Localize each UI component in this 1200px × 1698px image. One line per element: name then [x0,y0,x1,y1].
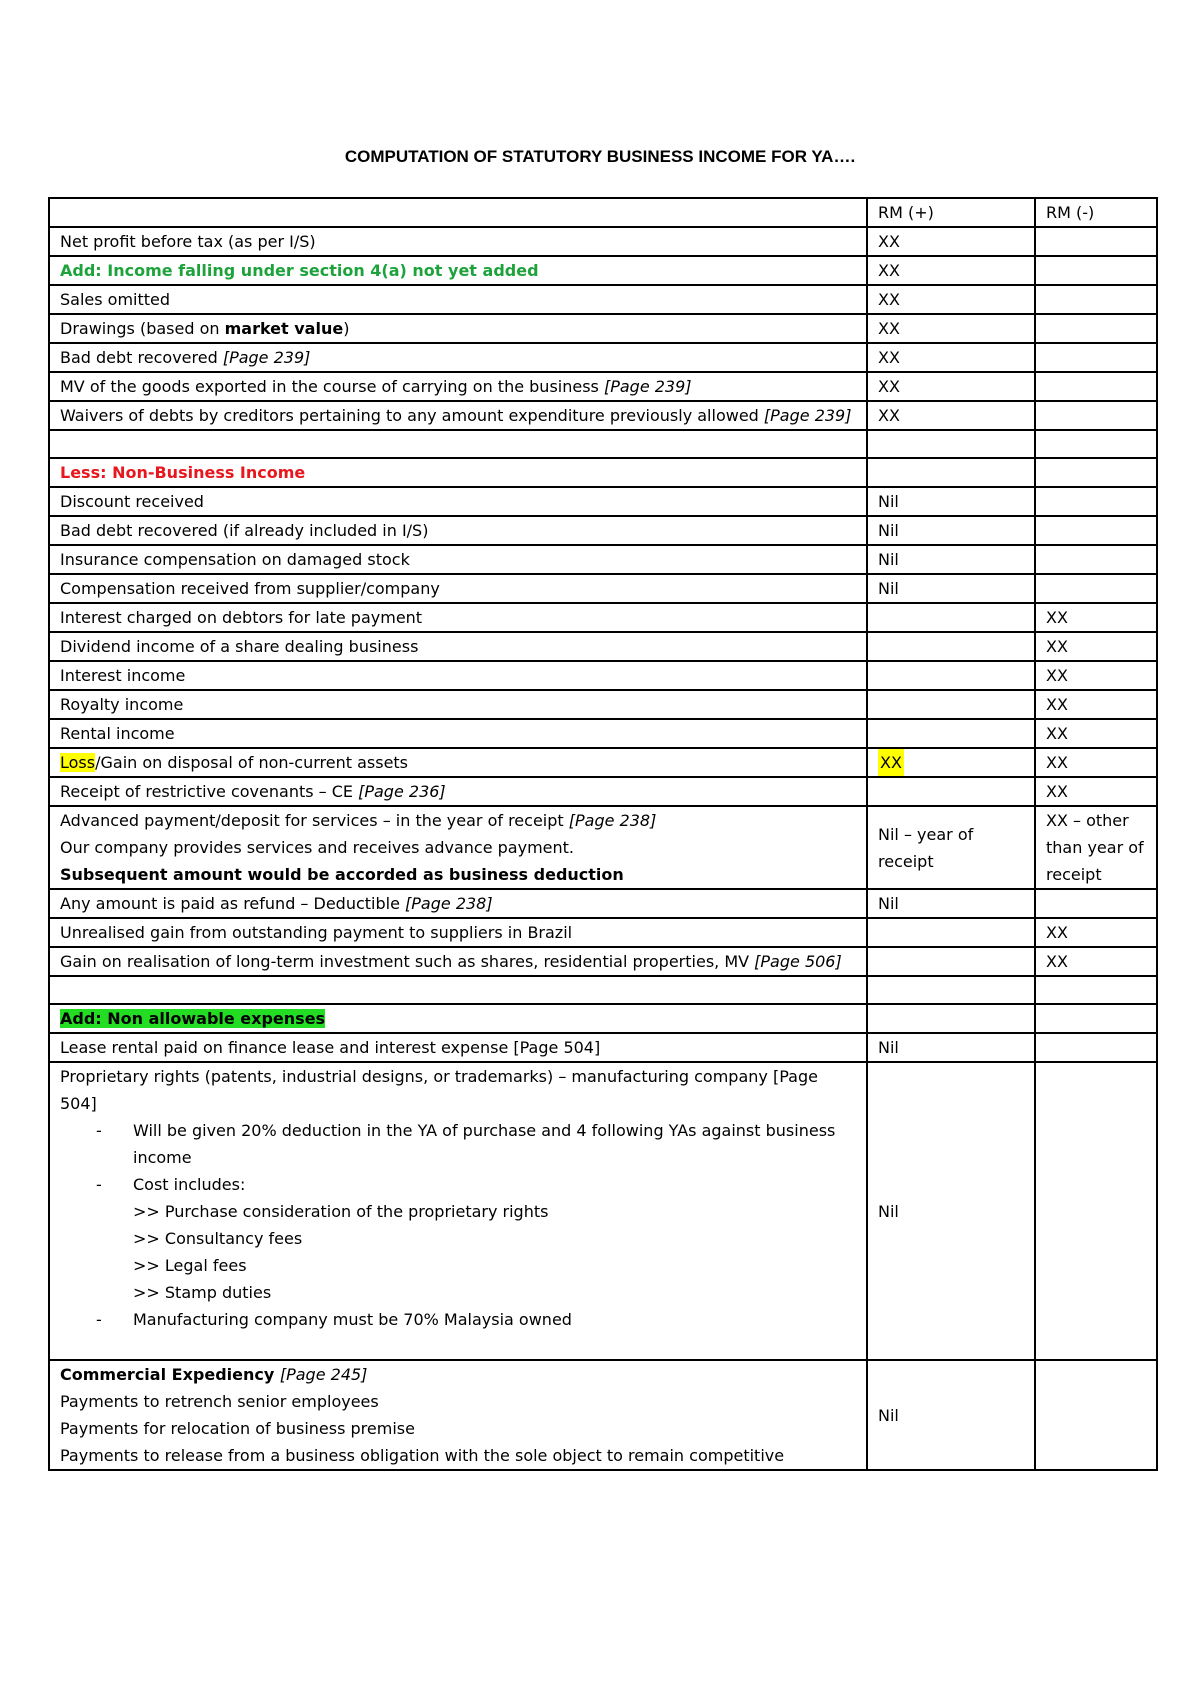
table-row [49,632,1157,661]
row-desc: Receipt of restrictive covenants – CE [Page 236] [49,777,867,806]
row-desc: Any amount is paid as refund – Deductible [Page 238] [49,889,867,918]
section-heading-non-allowable: Add: Non allowable expenses [49,1004,867,1033]
computation-table [48,197,1158,1471]
row-plus [867,777,1035,806]
row-minus [1035,487,1157,516]
row-minus: XX [1035,918,1157,947]
table-row [49,458,1157,487]
row-desc: Drawings (based on market value) [49,314,867,343]
row-plus: Nil [867,1033,1035,1062]
row-plus [867,690,1035,719]
table-row [49,777,1157,806]
row-minus: XX [1035,719,1157,748]
row-plus [867,603,1035,632]
section-heading-less-non-business: Less: Non-Business Income [49,458,867,487]
row-desc: Discount received [49,487,867,516]
table-row [49,889,1157,918]
row-minus: XX [1035,748,1157,777]
row-desc: Compensation received from supplier/company [49,574,867,603]
row-minus [1035,574,1157,603]
row-desc: Bad debt recovered [Page 239] [49,343,867,372]
row-desc: Gain on realisation of long-term investment such as shares, residential properties, MV [Page 506] [49,947,867,976]
table-row [49,372,1157,401]
table-header-row [49,198,1157,227]
row-plus: XX [867,343,1035,372]
row-minus [1035,314,1157,343]
row-minus [1035,1062,1157,1360]
row-plus: Nil [867,1062,1035,1360]
row-desc: Advanced payment/deposit for services – in the year of receipt [Page 238] Our company provides services and receives advance payment. Subsequent amount would be accorded as business deduction [49,806,867,889]
row-plus [867,661,1035,690]
row-desc: Insurance compensation on damaged stock [49,545,867,574]
row-plus: XX [867,285,1035,314]
row-plus [867,947,1035,976]
row-desc: Lease rental paid on finance lease and interest expense [Page 504] [49,1033,867,1062]
table-row [49,806,1157,889]
table-row [49,947,1157,976]
row-plus: Nil [867,487,1035,516]
row-plus: XX [867,314,1035,343]
row-desc: Interest charged on debtors for late payment [49,603,867,632]
row-desc: Interest income [49,661,867,690]
table-row [49,516,1157,545]
row-plus: Nil – year of receipt [867,806,1035,889]
row-minus: XX [1035,947,1157,976]
highlight-xx: XX [878,749,904,776]
row-minus [1035,545,1157,574]
row-plus [867,748,1035,777]
row-minus [1035,889,1157,918]
row-minus: XX [1035,603,1157,632]
row-desc: Unrealised gain from outstanding payment to suppliers in Brazil [49,918,867,947]
table-row [49,487,1157,516]
table-row [49,314,1157,343]
table-row [49,661,1157,690]
table-row [49,545,1157,574]
table-row [49,285,1157,314]
row-desc: Waivers of debts by creditors pertaining to any amount expenditure previously allowed [Page 239] [49,401,867,430]
row-minus [1035,372,1157,401]
row-plus [867,918,1035,947]
row-plus: XX [867,227,1035,256]
page-title: COMPUTATION OF STATUTORY BUSINESS INCOME FOR YA…. [344,147,856,166]
table-row [49,1360,1157,1470]
row-plus: Nil [867,545,1035,574]
row-plus [867,632,1035,661]
row-desc: Proprietary rights (patents, industrial designs, or trademarks) – manufacturing company [Page 504] - Will be given 20% deduction in the YA of purchase and 4 following YAs against business income - Cost includes: >> Purchase consideration of the proprietary rights >> Consultancy fees >> Legal fees >> Stamp duties - Manufacturing company must be 70% Malaysia owned [49,1062,867,1360]
row-minus [1035,1360,1157,1470]
row-minus [1035,285,1157,314]
table-row [49,401,1157,430]
table-row [49,918,1157,947]
header-rm-minus: RM (-) [1035,198,1157,227]
row-minus [1035,401,1157,430]
row-desc: Loss/Gain on disposal of non-current assets [49,748,867,777]
row-minus: XX [1035,690,1157,719]
row-minus: XX [1035,777,1157,806]
table-row [49,603,1157,632]
table-row [49,343,1157,372]
table-row [49,719,1157,748]
table-row [49,256,1157,285]
row-desc: Royalty income [49,690,867,719]
row-plus: Nil [867,516,1035,545]
row-desc: Rental income [49,719,867,748]
table-row-blank [49,430,1157,458]
row-desc: MV of the goods exported in the course of carrying on the business [Page 239] [49,372,867,401]
row-plus: Nil [867,574,1035,603]
row-plus: Nil [867,889,1035,918]
row-desc: Bad debt recovered (if already included in I/S) [49,516,867,545]
header-rm-plus: RM (+) [867,198,1035,227]
row-minus [1035,1033,1157,1062]
row-minus [1035,343,1157,372]
table-row [49,1062,1157,1360]
row-plus: XX [867,256,1035,285]
row-minus [1035,256,1157,285]
highlight-loss: Loss [60,753,96,772]
table-row [49,1033,1157,1062]
row-desc: Sales omitted [49,285,867,314]
row-plus: XX [867,372,1035,401]
row-minus: XX [1035,632,1157,661]
header-cell-blank [49,198,867,227]
row-plus: XX [867,401,1035,430]
row-minus: XX [1035,661,1157,690]
section-heading-add-income: Add: Income falling under section 4(a) not yet added [49,256,867,285]
table-row [49,1004,1157,1033]
table-row [49,574,1157,603]
row-minus [1035,516,1157,545]
table-row-blank [49,976,1157,1004]
row-desc: Net profit before tax (as per I/S) [49,227,867,256]
row-minus [1035,227,1157,256]
table-row [49,227,1157,256]
row-minus: XX – other than year of receipt [1035,806,1157,889]
row-plus [867,719,1035,748]
row-desc: Dividend income of a share dealing business [49,632,867,661]
row-plus: Nil [867,1360,1035,1470]
table-row [49,690,1157,719]
table-row [49,748,1157,777]
row-desc: Commercial Expediency [Page 245] Payments to retrench senior employees Payments for relocation of business premise Payments to release from a business obligation with the sole object to remain competitive [49,1360,867,1470]
